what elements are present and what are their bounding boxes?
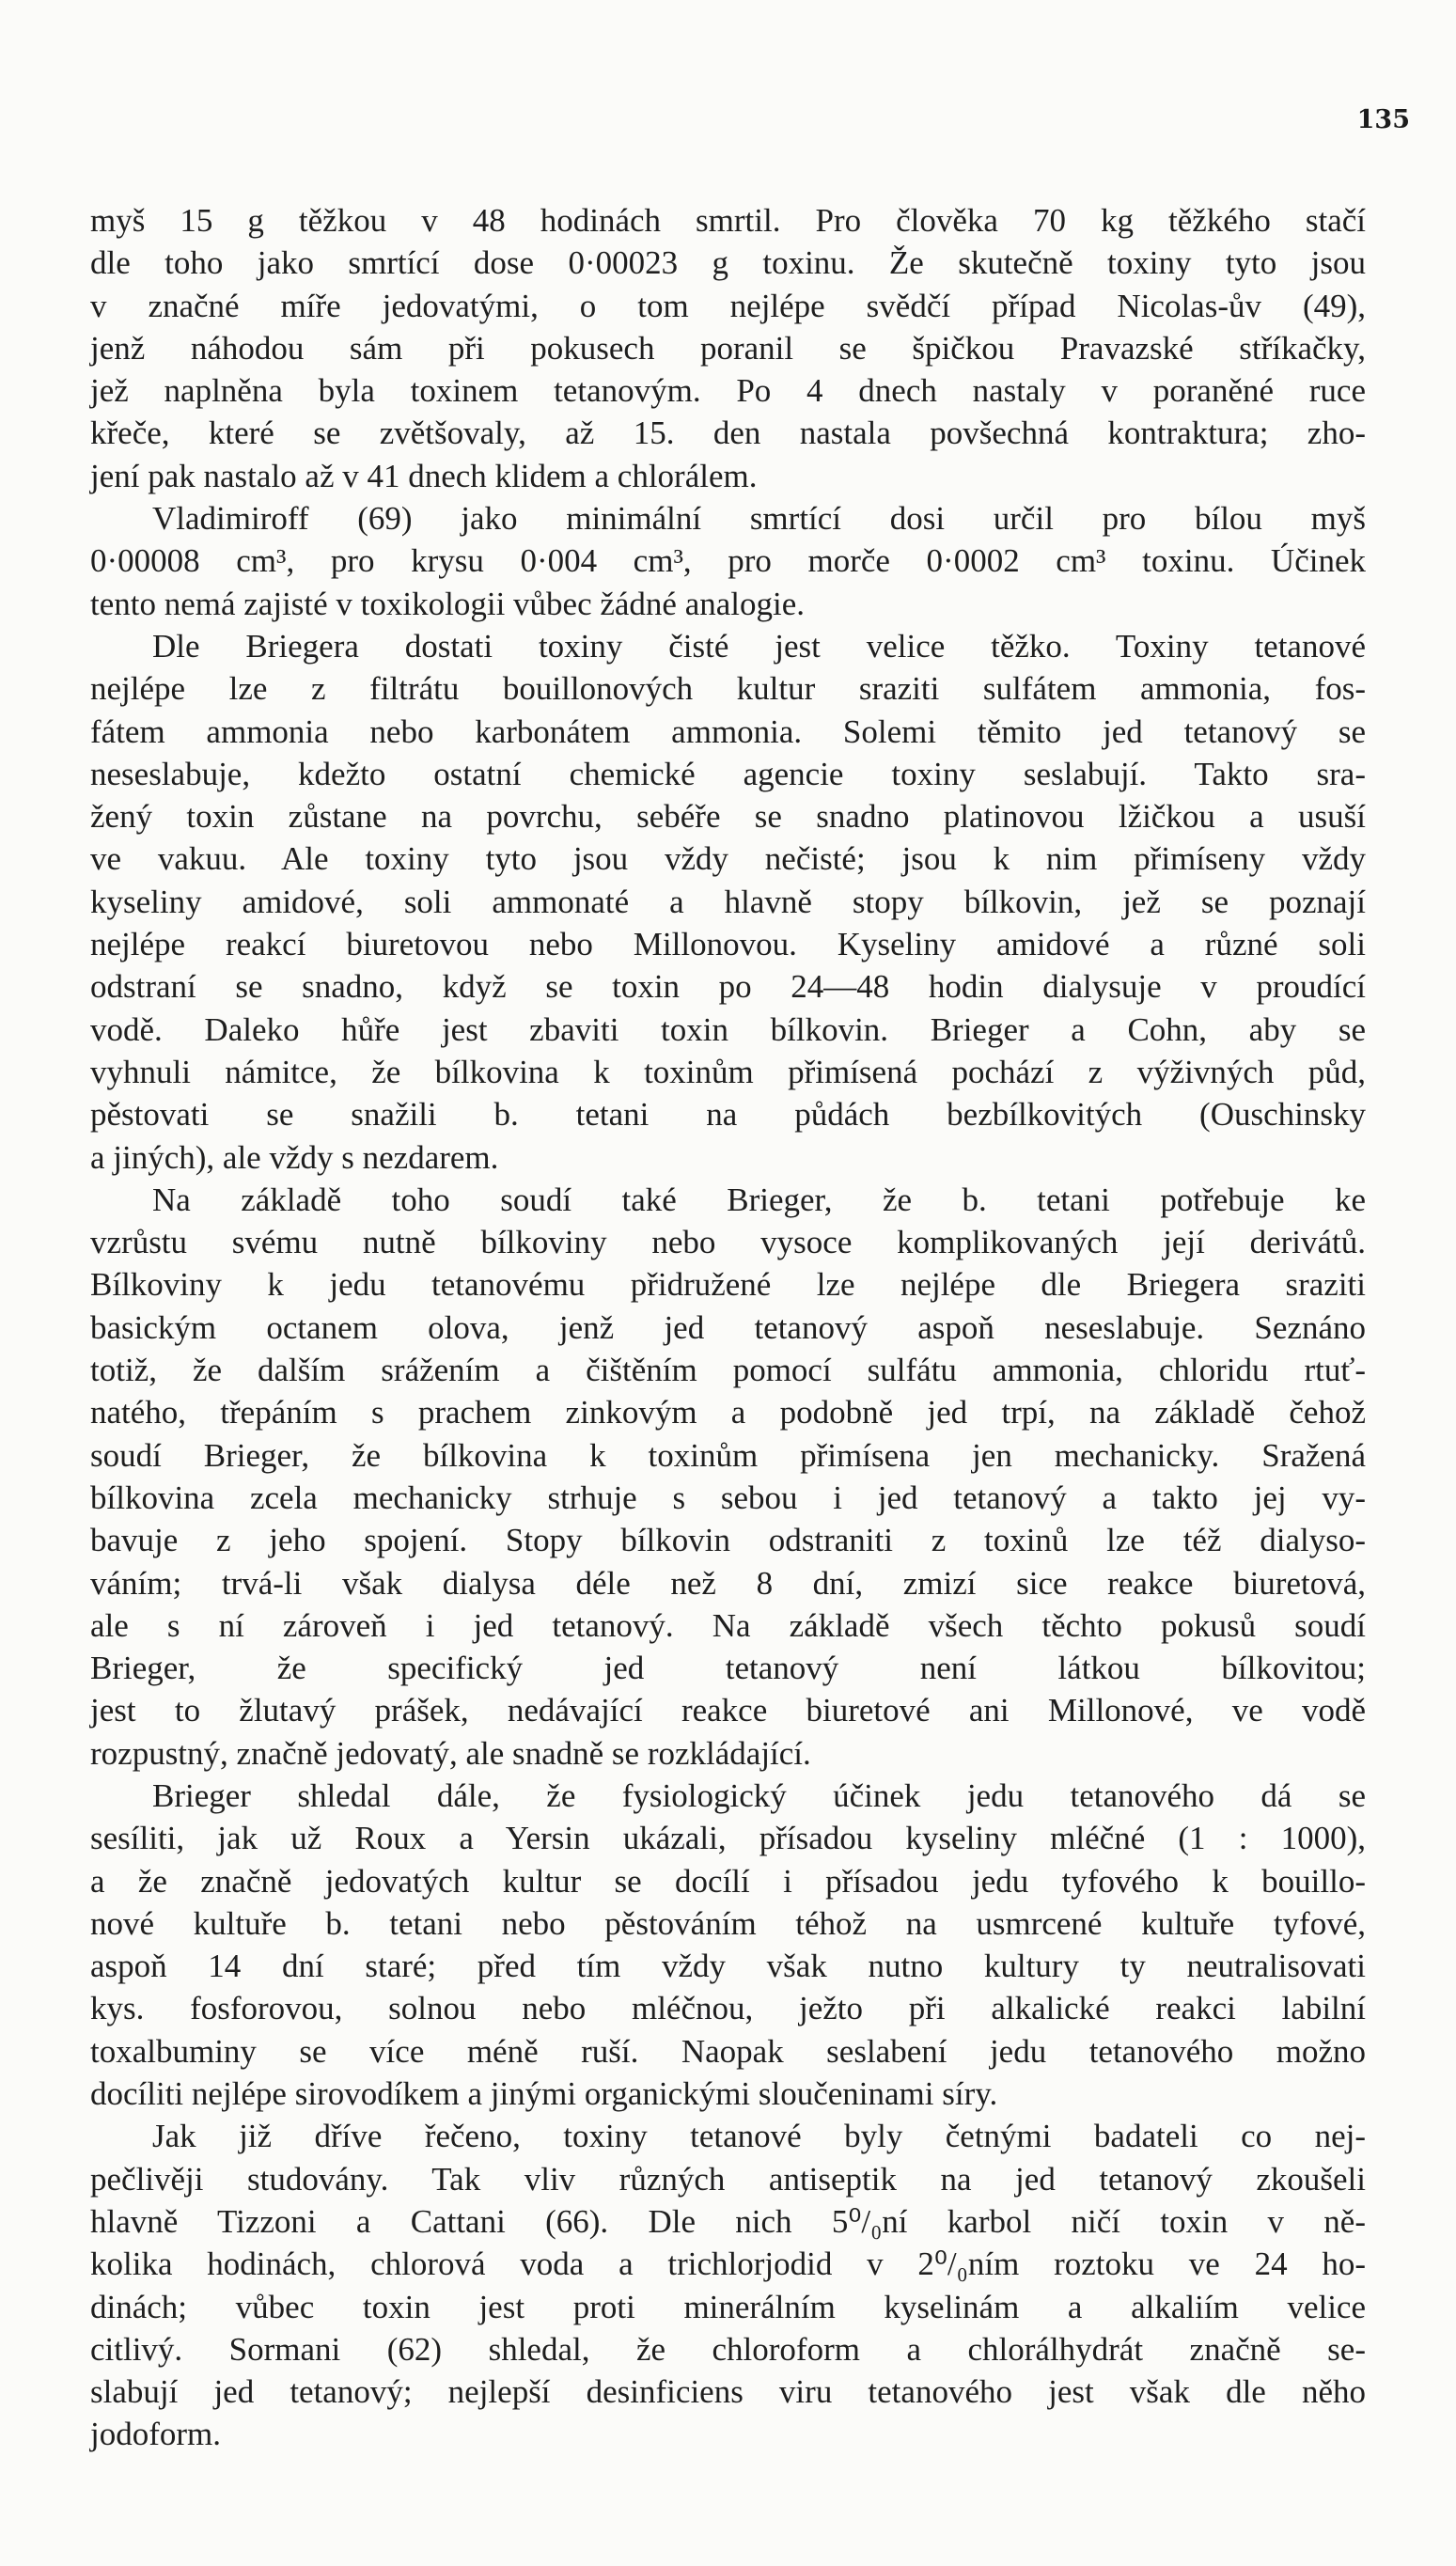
text-line: jenž náhodou sám při pokusech poranil se špičkou Pravazské stříkačky, [90, 329, 1366, 367]
text-line: Jak již dříve řečeno, toxiny tetanové byly četnými badateli co nej- [152, 2118, 1366, 2155]
text-line: nejlépe lze z filtrátu bouillonových kultur sraziti sulfátem ammonia, fos- [90, 670, 1366, 708]
text-line: dinách; vůbec toxin jest proti minerálním kyselinám a alkaliím velice [90, 2288, 1366, 2325]
text-line: 0·00008 cm³, pro krysu 0·004 cm³, pro morče 0·0002 cm³ toxinu. Účinek [90, 542, 1366, 580]
text-line: citlivý. Sormani (62) shledal, že chloroform a chlorálhydrát značně se- [90, 2330, 1366, 2368]
text-line: žený toxin zůstane na povrchu, sebéře se snadno platinovou lžičkou a usuší [90, 798, 1366, 836]
text-line: Brieger, že specifický jed tetanový není látkou bílkovitou; [90, 1650, 1366, 1687]
text-line: sesíliti, jak už Roux a Yersin ukázali, přísadou kyseliny mléčné (1 : 1000), [90, 1820, 1366, 1857]
text-line: pěstovati se snažili b. tetani na půdách bezbílkovitých (Ouschinsky [90, 1096, 1366, 1134]
text-line: totiž, že dalším srážením a čištěním pomocí sulfátu ammonia, chloridu rtuť- [90, 1352, 1366, 1389]
text-line: pečlivěji studovány. Tak vliv různých antiseptik na jed tetanový zkoušeli [90, 2160, 1366, 2198]
text-line: bavuje z jeho spojení. Stopy bílkovin odstraniti z toxinů lze též dialyso- [90, 1522, 1366, 1559]
text-line: nové kultuře b. tetani nebo pěstováním téhož na usmrcené kultuře tyfové, [90, 1904, 1366, 1942]
text-line: kolika hodinách, chlorová voda a trichlorjodid v 2⁰/₀ním roztoku ve 24 ho- [90, 2245, 1366, 2283]
text-line: ve vakuu. Ale toxiny tyto jsou vždy nečisté; jsou k nim přimíseny vždy [90, 840, 1366, 878]
text-line: odstraní se snadno, když se toxin po 24—48 hodin dialysuje v proudící [90, 968, 1366, 1006]
text-line: a jiných), ale vždy s nezdarem. [90, 1138, 499, 1176]
text-line: a že značně jedovatých kultur se docílí i přísadou jedu tyfového k bouillo- [90, 1862, 1366, 1900]
text-line: vodě. Daleko hůře jest zbaviti toxin bílkovin. Brieger a Cohn, aby se [90, 1010, 1366, 1048]
text-line: docíliti nejlépe sirovodíkem a jinými organickými sloučeninami síry. [90, 2075, 998, 2113]
text-line: v značné míře jedovatými, o tom nejlépe svědčí případ Nicolas-ův (49), [90, 287, 1366, 324]
text-line: slabují jed tetanový; nejlepší desinficiens viru tetanového jest však dle něho [90, 2373, 1366, 2411]
text-line: křeče, které se zvětšovaly, až 15. den nastala povšechná kontraktura; zho- [90, 415, 1366, 452]
text-line: jodoform. [90, 2416, 222, 2453]
text-line: ale s ní zároveň i jed tetanový. Na základě všech těchto pokusů soudí [90, 1606, 1366, 1644]
text-line: jení pak nastalo až v 41 dnech klidem a chlorálem. [90, 457, 758, 494]
text-line: tento nemá zajisté v toxikologii vůbec žádné analogie. [90, 585, 806, 622]
text-line: fátem ammonia nebo karbonátem ammonia. Solemi těmito jed tetanový se [90, 712, 1366, 750]
text-line: Dle Briegera dostati toxiny čisté jest velice těžko. Toxiny tetanové [152, 627, 1366, 665]
text-line: hlavně Tizzoni a Cattani (66). Dle nich 5⁰/₀ní karbol ničí toxin v ně- [90, 2202, 1366, 2240]
text-line: natého, třepáním s prachem zinkovým a podobně jed trpí, na základě čehož [90, 1394, 1366, 1432]
text-line: kys. fosforovou, solnou nebo mléčnou, ježto při alkalické reakci labilní [90, 1990, 1366, 2027]
text-line: soudí Brieger, že bílkovina k toxinům přimísena jen mechanicky. Sražená [90, 1436, 1366, 1474]
text-line: vzrůstu svému nutně bílkoviny nebo vysoce komplikovaných její derivátů. [90, 1224, 1366, 1261]
text-line: aspoň 14 dní staré; před tím vždy však nutno kultury ty neutralisovati [90, 1948, 1366, 1985]
text-line: Vladimiroff (69) jako minimální smrtící dosi určil pro bílou myš [152, 500, 1366, 538]
text-line: kyseliny amidové, soli ammonaté a hlavně stopy bílkovin, jež se poznají [90, 883, 1366, 920]
text-line: jest to žlutavý prášek, nedávající reakce biuretové ani Millonové, ve vodě [90, 1692, 1366, 1729]
text-line: bílkovina zcela mechanicky strhuje s sebou i jed tetanový a takto jej vy- [90, 1479, 1366, 1516]
text-line: basickým octanem olova, jenž jed tetanový aspoň neseslabuje. Seznáno [90, 1308, 1366, 1346]
text-line: vyhnuli námitce, že bílkovina k toxinům přimísená pochází z výživných půd, [90, 1053, 1366, 1090]
text-line: toxalbuminy se více méně ruší. Naopak seslabení jedu tetanového možno [90, 2032, 1366, 2070]
text-line: dle toho jako smrtící dose 0·00023 g toxinu. Že skutečně toxiny tyto jsou [90, 244, 1366, 282]
text-line: myš 15 g těžkou v 48 hodinách smrtil. Pro člověka 70 kg těžkého stačí [90, 202, 1366, 239]
text-line: rozpustný, značně jedovatý, ale snadně se rozkládající. [90, 1734, 811, 1772]
text-line: nejlépe reakcí biuretovou nebo Millonovou. Kyseliny amidové a různé soli [90, 926, 1366, 963]
body-text [90, 199, 1366, 2456]
text-line: váním; trvá-li však dialysa déle než 8 dní, zmizí sice reakce biuretová, [90, 1564, 1366, 1602]
text-line: Na základě toho soudí také Brieger, že b. tetani potřebuje ke [152, 1181, 1366, 1218]
text-line: Bílkoviny k jedu tetanovému přidružené lze nejlépe dle Briegera sraziti [90, 1266, 1366, 1304]
text-line: Brieger shledal dále, že fysiologický účinek jedu tetanového dá se [152, 1776, 1366, 1814]
text-line: jež naplněna byla toxinem tetanovým. Po 4 dnech nastaly v poraněné ruce [90, 372, 1366, 410]
page-number: 135 [1356, 105, 1410, 134]
text-line: neseslabuje, kdežto ostatní chemické agencie toxiny seslabují. Takto sra- [90, 755, 1366, 792]
